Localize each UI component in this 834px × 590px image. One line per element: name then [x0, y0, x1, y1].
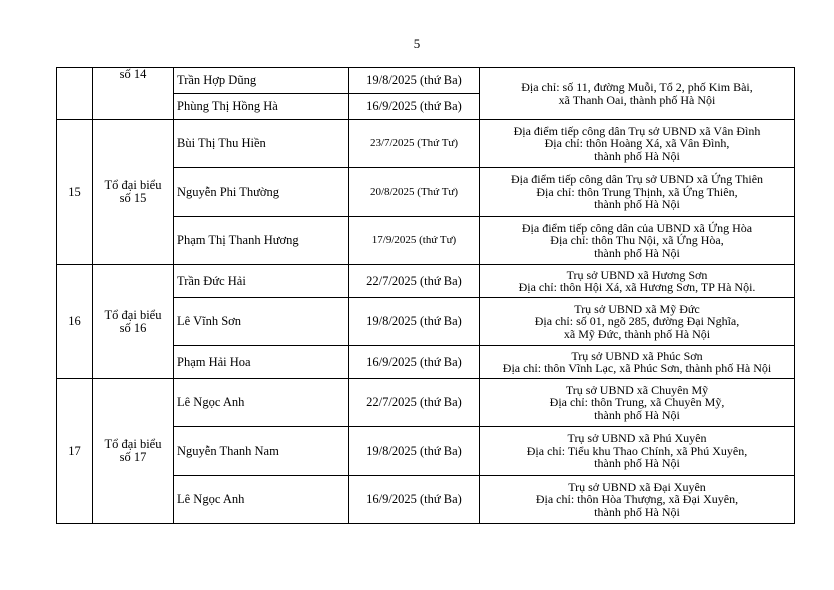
address-line: Địa chỉ: Tiểu khu Thao Chính, xã Phú Xuyên,	[526, 443, 748, 458]
delegate-name: Nguyễn Thanh Nam	[174, 427, 349, 476]
delegate-name: Phạm Thị Thanh Hương	[174, 217, 349, 265]
delegate-name: Phạm Hải Hoa	[174, 346, 349, 379]
meeting-date: 16/9/2025 (thứ Ba)	[349, 94, 480, 120]
delegate-name: Lê Ngọc Anh	[174, 476, 349, 524]
meeting-date: 20/8/2025 (Thứ Tư)	[349, 168, 480, 217]
stt-cell: 16	[57, 265, 93, 379]
address-cell	[480, 120, 795, 168]
page-number: 5	[413, 36, 421, 51]
address-cell	[480, 476, 795, 524]
group-cell	[93, 120, 174, 265]
meeting-date: 19/8/2025 (thứ Ba)	[349, 298, 480, 346]
address-line: Địa chỉ: thôn Trung, xã Chuyên Mỹ,	[549, 395, 725, 410]
schedule-table	[56, 67, 795, 524]
delegate-name: Nguyễn Phi Thường	[174, 168, 349, 217]
address-line: Địa chỉ: số 01, ngõ 285, đường Đại Nghĩa,	[534, 314, 740, 329]
group-label-line: Tổ đại biểu	[104, 178, 162, 192]
address-line: Trụ sở UBND xã Phú Xuyên	[567, 431, 707, 446]
group-label-line: Tổ đại biểu	[104, 307, 162, 322]
delegate-name: Trần Hợp Dũng	[174, 68, 349, 94]
address-line: thành phố Hà Nội	[594, 504, 680, 519]
delegate-name: Bùi Thị Thu Hiền	[174, 120, 349, 168]
address-line: Địa chỉ: thôn Hòa Thượng, xã Đại Xuyên,	[535, 492, 739, 507]
meeting-date: 16/9/2025 (thứ Ba)	[349, 476, 480, 524]
meeting-date: 17/9/2025 (thứ Tư)	[349, 217, 480, 265]
address-line: Địa chỉ: thôn Thu Nội, xã Ứng Hòa,	[550, 233, 724, 248]
address-cell	[480, 379, 795, 427]
address-line: Địa chỉ: thôn Hội Xá, xã Hương Sơn, TP Hà Nội.	[518, 280, 756, 294]
stt-cell: 17	[57, 379, 93, 524]
address-cell	[480, 265, 795, 298]
address-line: Trụ sở UBND xã Mỹ Đức	[574, 301, 700, 316]
delegate-name: Trần Đức Hải	[174, 265, 349, 298]
address-line: Trụ sở UBND xã Đại Xuyên	[568, 479, 706, 494]
address-line: xã Thanh Oai, thành phố Hà Nội	[558, 92, 716, 107]
address-cell	[480, 68, 795, 120]
table-row	[57, 265, 795, 298]
address-line: Trụ sở UBND xã Phúc Sơn	[571, 348, 703, 363]
meeting-date: 19/8/2025 (thứ Ba)	[349, 427, 480, 476]
delegate-name: Lê Vĩnh Sơn	[174, 298, 349, 346]
address-cell	[480, 427, 795, 476]
group-label-line: số 16	[119, 320, 147, 335]
address-cell	[480, 298, 795, 346]
address-line: xã Mỹ Đức, thành phố Hà Nội	[563, 326, 711, 341]
address-cell	[480, 346, 795, 379]
delegate-name: Lê Ngọc Anh	[174, 379, 349, 427]
meeting-date: 16/9/2025 (thứ Ba)	[349, 346, 480, 379]
table-row	[57, 68, 795, 94]
group-cell: số 14	[93, 68, 174, 120]
address-line: thành phố Hà Nội	[594, 407, 680, 422]
stt-cell	[57, 68, 93, 120]
address-line: Địa điểm tiếp công dân Trụ sở UBND xã Ứng Thiên	[510, 172, 764, 187]
meeting-date: 22/7/2025 (thứ Ba)	[349, 265, 480, 298]
group-label-line: Tổ đại biểu	[104, 437, 162, 451]
address-line: thành phố Hà Nội	[594, 456, 680, 471]
address-cell	[480, 168, 795, 217]
address-line: thành phố Hà Nội	[594, 245, 680, 260]
address-line: thành phố Hà Nội	[594, 148, 680, 163]
address-line: Địa chỉ: số 11, đường Muỗi, Tổ 2, phố Kim Bài,	[521, 80, 753, 94]
address-line: Địa chỉ: thôn Hoàng Xá, xã Vân Đình,	[544, 136, 730, 151]
stt-cell: 15	[57, 120, 93, 265]
address-line: Địa chỉ: thôn Trung Thịnh, xã Ứng Thiên,	[536, 184, 738, 199]
group-label-line: số 17	[119, 450, 147, 464]
address-line: thành phố Hà Nội	[594, 197, 680, 212]
group-label-line: số 15	[119, 191, 147, 205]
address-line: Địa điểm tiếp công dân của UBND xã Ứng Hòa	[521, 220, 753, 235]
address-line: Trụ sở UBND xã Hương Sơn	[566, 267, 708, 282]
table-row	[57, 379, 795, 427]
meeting-date: 19/8/2025 (thứ Ba)	[349, 68, 480, 94]
meeting-date: 23/7/2025 (Thứ Tư)	[349, 120, 480, 168]
table-row	[57, 120, 795, 168]
group-cell	[93, 379, 174, 524]
delegate-name: Phùng Thị Hồng Hà	[174, 94, 349, 120]
meeting-date: 22/7/2025 (thứ Ba)	[349, 379, 480, 427]
group-cell	[93, 265, 174, 379]
address-cell	[480, 217, 795, 265]
address-line: Trụ sở UBND xã Chuyên Mỹ	[565, 382, 709, 397]
address-line: Địa chỉ: thôn Vĩnh Lạc, xã Phúc Sơn, thành phố Hà Nội	[502, 361, 772, 375]
address-line: Địa điểm tiếp công dân Trụ sở UBND xã Vân Đình	[513, 123, 761, 138]
